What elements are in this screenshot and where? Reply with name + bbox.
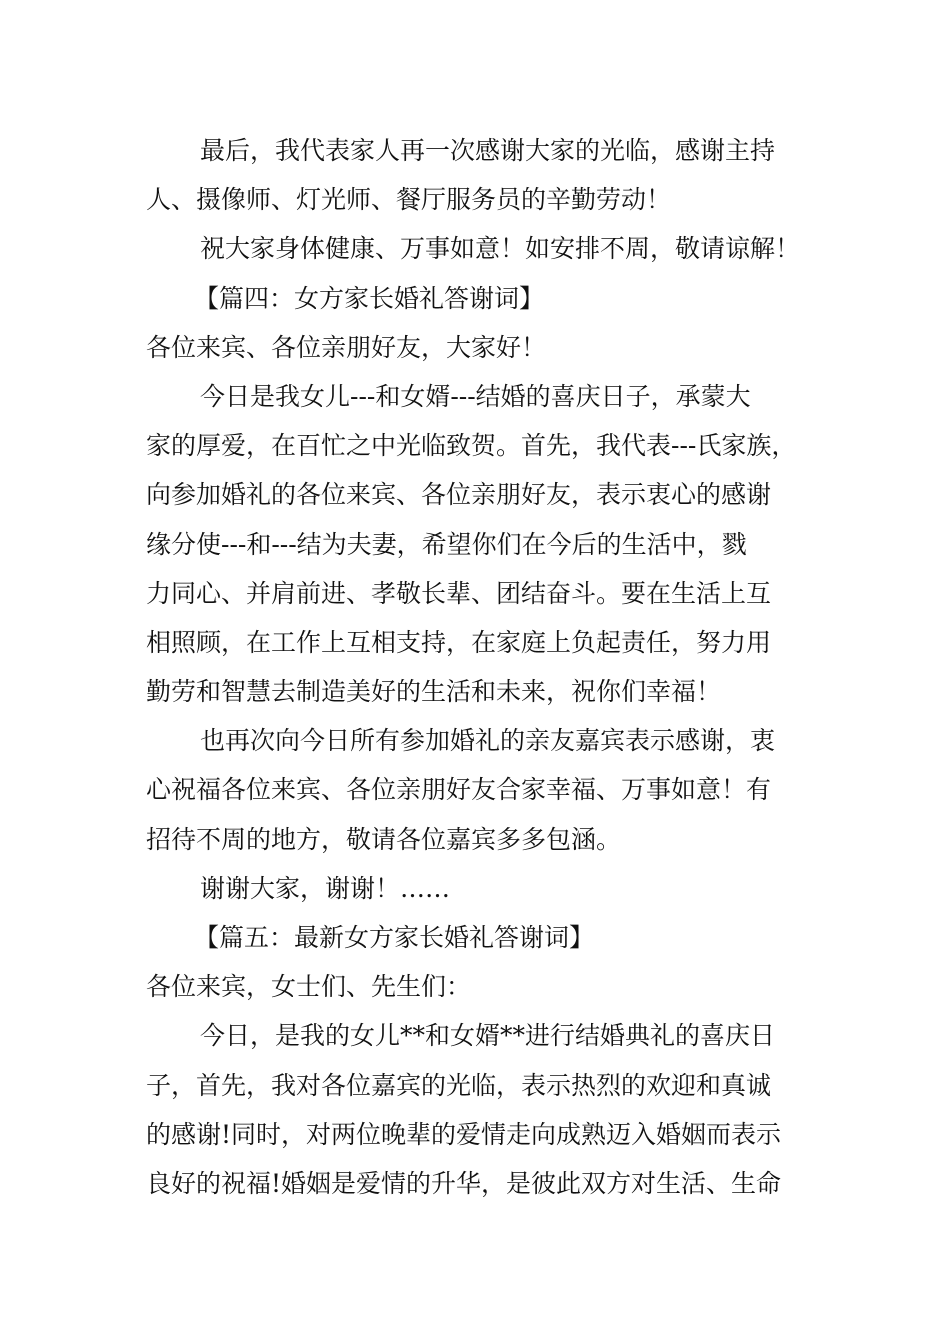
paragraph-line: 子，首先，我对各位嘉宾的光临，表示热烈的欢迎和真诚 [146, 1070, 772, 1100]
paragraph-line: 最后，我代表家人再一次感谢大家的光临，感谢主持 [200, 136, 776, 165]
paragraph-line: 招待不周的地方，敬请各位嘉宾多多包涵。 [146, 824, 622, 854]
paragraph-line: 谢谢大家，谢谢！…… [200, 873, 451, 903]
document-body [146, 126, 826, 1208]
section-heading: 【篇四：女方家长婚礼答谢词】 [194, 283, 545, 313]
section-heading: 【篇五：最新女方家长婚礼答谢词】 [194, 923, 595, 952]
paragraph-line: 相照顾，在工作上互相支持，在家庭上负起责任，努力用 [146, 627, 772, 657]
paragraph-line: 今日是我女儿---和女婿---结婚的喜庆日子，承蒙大 [200, 381, 751, 411]
paragraph-line: 勤劳和智慧去制造美好的生活和未来，祝你们幸福！ [146, 677, 722, 707]
paragraph-line: 的感谢!同时，对两位晚辈的爱情走向成熟迈入婚姻而表示 [146, 1119, 782, 1149]
paragraph-line: 良好的祝福!婚姻是爱情的升华，是彼此双方对生活、生命 [146, 1168, 782, 1198]
paragraph-line: 也再次向今日所有参加婚礼的亲友嘉宾表示感谢，衷 [200, 726, 776, 756]
salutation-line: 各位来宾，女士们、先生们： [146, 972, 472, 1002]
paragraph-line: 今日，是我的女儿**和女婿**进行结婚典礼的喜庆日 [200, 1021, 776, 1051]
paragraph-line: 力同心、并肩前进、孝敬长辈、团结奋斗。要在生活上互 [146, 578, 772, 608]
paragraph-line: 心祝福各位来宾、各位亲朋好友合家幸福、万事如意！有 [146, 775, 772, 805]
paragraph-line: 缘分使---和---结为夫妻，希望你们在今后的生活中，戮 [146, 529, 747, 559]
salutation-line: 各位来宾、各位亲朋好友，大家好！ [146, 332, 547, 362]
paragraph-line: 祝大家身体健康、万事如意！如安排不周，敬请谅解！ [200, 234, 801, 264]
paragraph-line: 家的厚爱，在百忙之中光临致贺。首先，我代表---氏家族， [146, 431, 797, 461]
paragraph-line: 人、摄像师、灯光师、餐厅服务员的辛勤劳动！ [146, 185, 672, 215]
paragraph-line: 向参加婚礼的各位来宾、各位亲朋好友，表示衷心的感谢 [146, 480, 772, 510]
